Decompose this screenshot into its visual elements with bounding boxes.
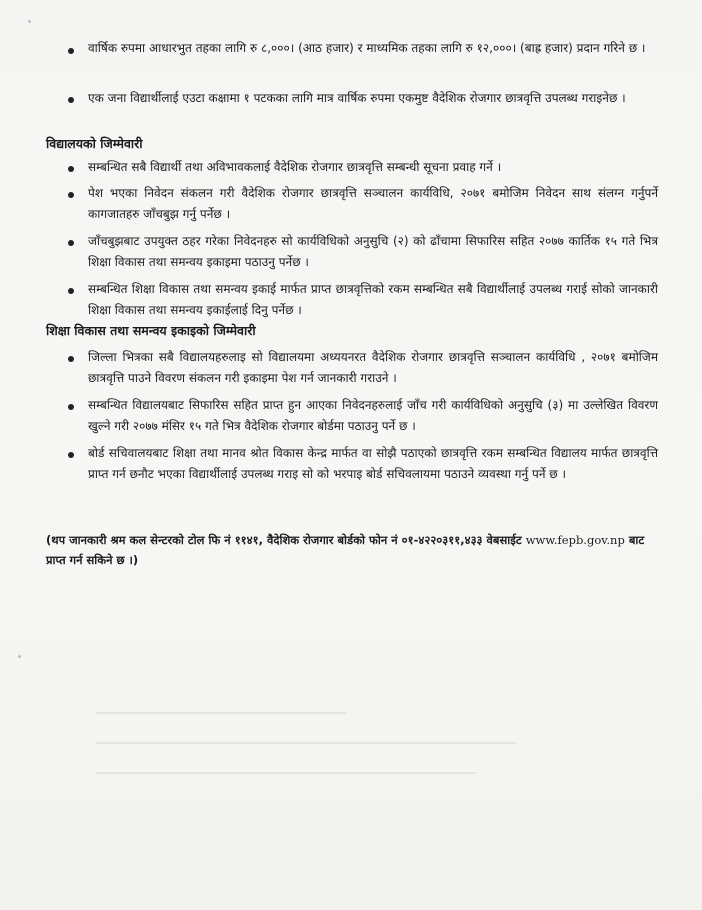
scan-speck xyxy=(18,655,21,658)
bullet-text: जिल्ला भित्रका सबै विद्यालयहरुलाइ सो विद्यालयमा अध्ययनरत वैदेशिक रोजगार छात्रवृत्ति सञ्चालन कार्यविधि , २०७१ बमोजिम छात्रवृत्ति पाउने विवरण संकलन गरी इकाइमा पेश गर्न जानकारी गराउने । xyxy=(88,350,658,385)
bullet-marker xyxy=(68,452,74,458)
bullet-marker xyxy=(68,288,74,294)
section-heading-school-responsibility: विद्यालयको जिम्मेवारी xyxy=(46,136,143,151)
footnote-text: (थप जानकारी श्रम कल सेन्टरको टोल फि नं ११४१, वैदेशिक रोजगार बोर्डको फोन नं ०१-४२२०३११,४३३ वेबसाईट xyxy=(46,533,522,547)
bullet-text: सम्बन्धित शिक्षा विकास तथा समन्वय इकाई मार्फत प्राप्त छात्रवृत्तिको रकम सम्बन्धित सबै विद्यार्थीलाई उपलब्ध गराई सोको जानकारी शिक्षा विकास तथा समन्वय इकाईलाई दिनु पर्नेछ । xyxy=(88,282,658,317)
bullet-text: बोर्ड सचिवालयबाट शिक्षा तथा मानव श्रोत विकास केन्द्र मार्फत वा सोझै पठाएको छात्रवृत्ति रकम सम्बन्धित विद्यालय मार्फत छात्रवृत्ति प्राप्त गर्न छनौट भएका विद्यार्थीलाई उपलब्ध गराइ सो को भरपाइ बोर्ड सचिवलायमा पठाउने व्यवस्था गर्नु पर्ने छ । xyxy=(88,446,658,481)
bullet-text: सम्बन्धित सबै विद्यार्थी तथा अविभावकलाई वैदेशिक रोजगार छात्रवृत्ति सम्बन्धी सूचना प्रवाह गर्ने । xyxy=(88,160,502,174)
scan-speck xyxy=(28,20,31,23)
footnote-tail: बाट प्राप्त गर्न सकिने छ ।) xyxy=(46,533,645,567)
bullet-text: पेश भएका निवेदन संकलन गरी वैदेशिक रोजगार छात्रवृत्ति सञ्चालन कार्यविधि, २०७१ बमोजिम निवेदन साथ संलग्न गर्नुपर्ने कागजातहरु जाँचबुझ गर्नु पर्नेछ । xyxy=(88,186,658,221)
bullet-text: एक जना विद्यार्थीलाई एउटा कक्षामा १ पटकका लागि मात्र वार्षिक रुपमा एकमुष्ट वैदेशिक रोजगार छात्रवृत्ति उपलब्ध गराइनेछ । xyxy=(88,91,626,105)
bullet-marker xyxy=(68,404,74,410)
scan-bleed-through xyxy=(96,742,516,744)
website-link[interactable]: www.fepb.gov.np xyxy=(525,533,625,547)
bullet-marker xyxy=(68,192,74,198)
bullet-marker xyxy=(68,240,74,246)
scan-bleed-through xyxy=(96,772,476,774)
bullet-text: जाँचबुझबाट उपयुक्त ठहर गरेका निवेदनहरु सो कार्यविधिको अनुसुचि (२) को ढाँचामा सिफारिस सहित २०७७ कार्तिक १५ गते भित्र शिक्षा विकास तथा समन्वय इकाइमा पठाउनु पर्नेछ । xyxy=(88,234,658,269)
section-heading-unit-responsibility: शिक्षा विकास तथा समन्वय इकाइको जिम्मेवारी xyxy=(46,323,256,338)
bullet-marker xyxy=(68,166,74,172)
bullet-text: सम्बन्धित विद्यालयबाट सिफारिस सहित प्राप्त हुन आएका निवेदनहरुलाई जाँच गरी कार्यविधिको अनुसुचि (३) मा उल्लेखित विवरण खुल्ने गरी २०७७ मंसिर १५ गते भित्र वैदेशिक रोजगार बोर्डमा पठाउनु पर्ने छ । xyxy=(88,398,658,433)
bullet-marker xyxy=(68,97,74,103)
bullet-marker xyxy=(68,356,74,362)
scan-bleed-through xyxy=(96,712,346,714)
contact-footnote xyxy=(46,530,658,570)
bullet-marker xyxy=(68,48,74,54)
bullet-text: वार्षिक रुपमा आधारभुत तहका लागि रु ८,०००। (आठ हजार) र माध्यमिक तहका लागि रु १२,०००। (बाह्र हजार) प्रदान गरिने छ । xyxy=(88,41,646,55)
